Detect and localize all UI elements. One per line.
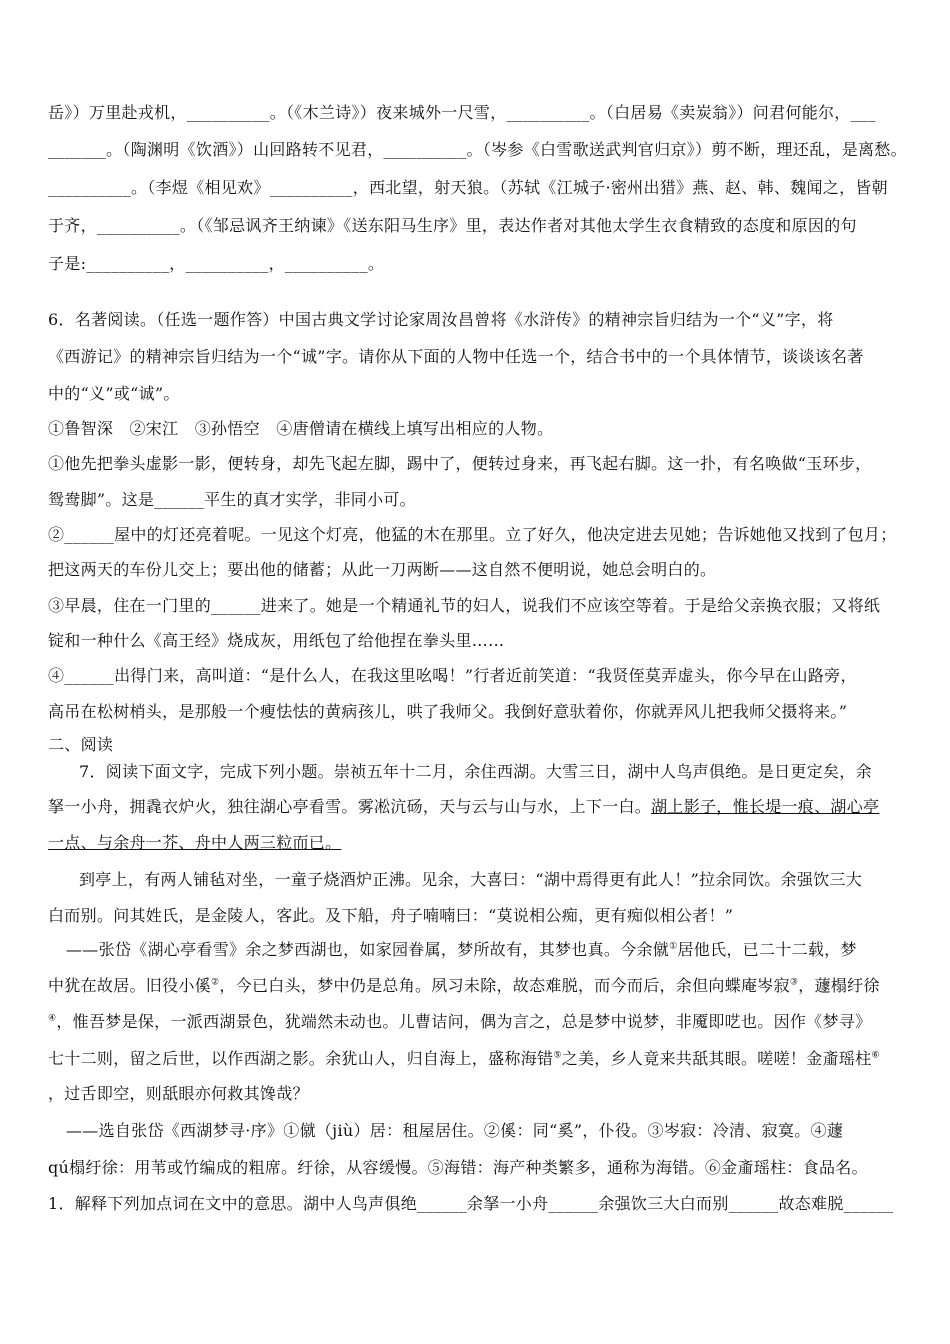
q7-line-8-text: ，惟吾梦是保，一派西湖景色，犹端然未动也。儿曹诘问，偶为言之，总是梦中说梦，非魇即呓也。因作《梦寻》 xyxy=(56,1012,872,1031)
q6-passage-4b: 高吊在松树梢头，是那般一个瘦怯怯的黄病孩儿，哄了我师父。我倒好意驮着你，你就弄风儿把我师父摄将来。” xyxy=(48,702,848,721)
q6-passage-4a: ④______出得门来，高叫道：“是什么人，在我这里吆喝！”行者近前笑道：“我贤侄莫弄虚头，你今早在山路旁， xyxy=(48,666,857,685)
q7-line-6b: 居他氏，已二十二载，梦 xyxy=(677,940,857,959)
q6-passage-3b: 锭和一种什么《高王经》烧成灰，用纸包了给他捏在拳头里…… xyxy=(48,631,505,650)
q7-line-7c: ，蘧榻纡徐 xyxy=(798,976,880,995)
q6-line-1: 6．名著阅读。（任选一题作答）中国古典文学讨论家周汝昌曾将《水浒传》的精神宗旨归结为一个“义”字，将 xyxy=(48,310,834,329)
q6-line-2: 《西游记》的精神宗旨归结为一个“诚”字。请你从下面的人物中任选一个，结合书中的一个具体情节，谈谈该名著 xyxy=(48,347,864,366)
q6-options: ①鲁智深 ②宋江 ③孙悟空 ④唐僧请在横线上填写出相应的人物。 xyxy=(48,419,554,438)
q6-passage-3a: ③早晨，住在一门里的______进来了。她是一个精通礼节的妇人，说我们不应该空等着。于是给父亲换衣服；又将纸 xyxy=(48,596,881,615)
q7-line-2a: 拏一小舟，拥毳衣炉火，独往湖心亭看雪。雾凇沆砀，天与云与山与水，上下一白。 xyxy=(48,797,652,816)
q6-passage-1a: ①他先把拳头虚影一影，便转身，却先飞起左脚，踢中了，便转过身来，再飞起右脚。这一扑，有名唤做“玉环步， xyxy=(48,454,872,473)
q6-passage-2b: 把这两天的车份儿交上；要出他的储蓄；从此一刀两断——这自然不便明说，她总会明白的。 xyxy=(48,560,717,579)
poem-fill-line-1: 岳》）万里赴戎机，__________。（《木兰诗》）夜来城外一尺雪，__________。（白居易《卖炭翁》）问君何能尔，___ xyxy=(48,103,876,122)
poem-fill-line-2: _______。（陶渊明《饮酒》）山回路转不见君，__________。（岑参《白雪歌送武判官归京》）剪不断，理还乱，是离愁。 xyxy=(48,140,907,159)
q7-line-1: 7．阅读下面文字，完成下列小题。崇祯五年十二月，余住西湖。大雪三日，湖中人鸟声俱绝。是日更定矣，余 xyxy=(79,762,872,781)
sub-question-1 xyxy=(48,1194,893,1214)
poem-fill-line-5: 子是:__________，__________，__________。 xyxy=(48,254,385,273)
q7-line-7 xyxy=(48,976,880,996)
answer-blank-1[interactable]: ______ xyxy=(417,1194,467,1213)
q7-notes-line-2: qú榻纡徐：用苇或竹编成的粗席。纡徐，从容缓慢。⑤海错：海产种类繁多，通称为海错。⑥金齑瑶柱：食品名。 xyxy=(48,1158,868,1177)
q7-line-3-underlined: 一点、与余舟一芥、舟中人两三粒而已。 xyxy=(48,833,342,852)
q6-line-3: 中的“义”或“诚”。 xyxy=(48,384,180,403)
term-1: 湖中人鸟声俱绝 xyxy=(302,1194,418,1213)
section-heading: 二、阅读 xyxy=(48,735,114,754)
q7-line-9b: 之美，乡人竟来共舐其眼。嗟嗟！金齑瑶柱 xyxy=(561,1049,872,1068)
footnote-marker: ④ xyxy=(48,1013,57,1024)
q7-line-4: 到亭上，有两人铺毡对坐，一童子烧酒炉正沸。见余，大喜曰：“湖中焉得更有此人！”拉余同饮。余强饮三大 xyxy=(79,870,863,889)
q6-passage-2a: ②______屋中的灯还亮着呢。一见这个灯亮，他猛的木在那里。立了好久，他决定进去见她；告诉她他又找到了包月； xyxy=(48,525,897,544)
footnote-marker: ③ xyxy=(789,977,799,988)
sub-question-prompt: 1．解释下列加点词在文中的意思。 xyxy=(48,1194,303,1213)
footnote-marker: ① xyxy=(669,941,678,952)
answer-blank-2[interactable]: ______ xyxy=(548,1194,599,1213)
q7-line-2 xyxy=(48,797,879,817)
q7-line-8 xyxy=(48,1012,871,1032)
footnote-marker: ⑥ xyxy=(871,1050,880,1061)
term-4: 故态难脱 xyxy=(778,1194,844,1213)
footnote-marker: ⑤ xyxy=(553,1050,562,1061)
poem-fill-line-4: 于齐，__________。（《邹忌讽齐王纳谏》《送东阳马生序》里，表达作者对其他太学生衣食精致的态度和原因的句 xyxy=(48,216,857,235)
term-3: 余强饮三大白而别 xyxy=(598,1194,729,1213)
q7-line-6a: ——张岱《湖心亭看雪》余之梦西湖也，如家园眷属，梦所故有，其梦也真。今余僦 xyxy=(66,940,670,959)
term-2: 余拏一小舟 xyxy=(466,1194,549,1213)
footnote-marker: ② xyxy=(211,977,220,988)
q7-line-7a: 中犹在故居。旧役小傒 xyxy=(48,976,212,995)
q7-line-9 xyxy=(48,1049,880,1069)
answer-blank-3[interactable]: ______ xyxy=(728,1194,779,1213)
answer-blank-4[interactable]: ______ xyxy=(843,1194,894,1213)
q7-line-7b: ，今已白头，梦中仍是总角。夙习未除，故态难脱，而今而后，余但向蝶庵岑寂 xyxy=(219,976,790,995)
q7-line-6 xyxy=(66,940,857,960)
q7-line-10: ，过舌即空，则舐眼亦何救其馋哉？ xyxy=(48,1084,309,1103)
poem-fill-line-3: __________。（李煜《相见欢》__________，西北望，射天狼。（苏轼《江城子·密州出猎》燕、赵、韩、魏闻之，皆朝 xyxy=(48,178,888,197)
q6-passage-1b: 鸳鸯脚”。这是______平生的真才实学，非同小可。 xyxy=(48,490,416,509)
q7-line-2-underlined: 湖上影子，惟长堤一痕、湖心亭 xyxy=(651,797,880,816)
q7-line-5: 白而别。问其姓氏，是金陵人，客此。及下船，舟子喃喃曰：“莫说相公痴，更有痴似相公者！” xyxy=(48,906,734,925)
q7-line-9a: 七十二则，留之后世，以作西湖之影。余犹山人，归自海上，盛称海错 xyxy=(48,1049,554,1068)
q7-notes-line-1: ——选自张岱《西湖梦寻·序》①僦（jiù）居：租屋居住。②傒：同“奚”，仆役。③岑寂：冷清、寂寞。④蘧 xyxy=(66,1121,844,1140)
